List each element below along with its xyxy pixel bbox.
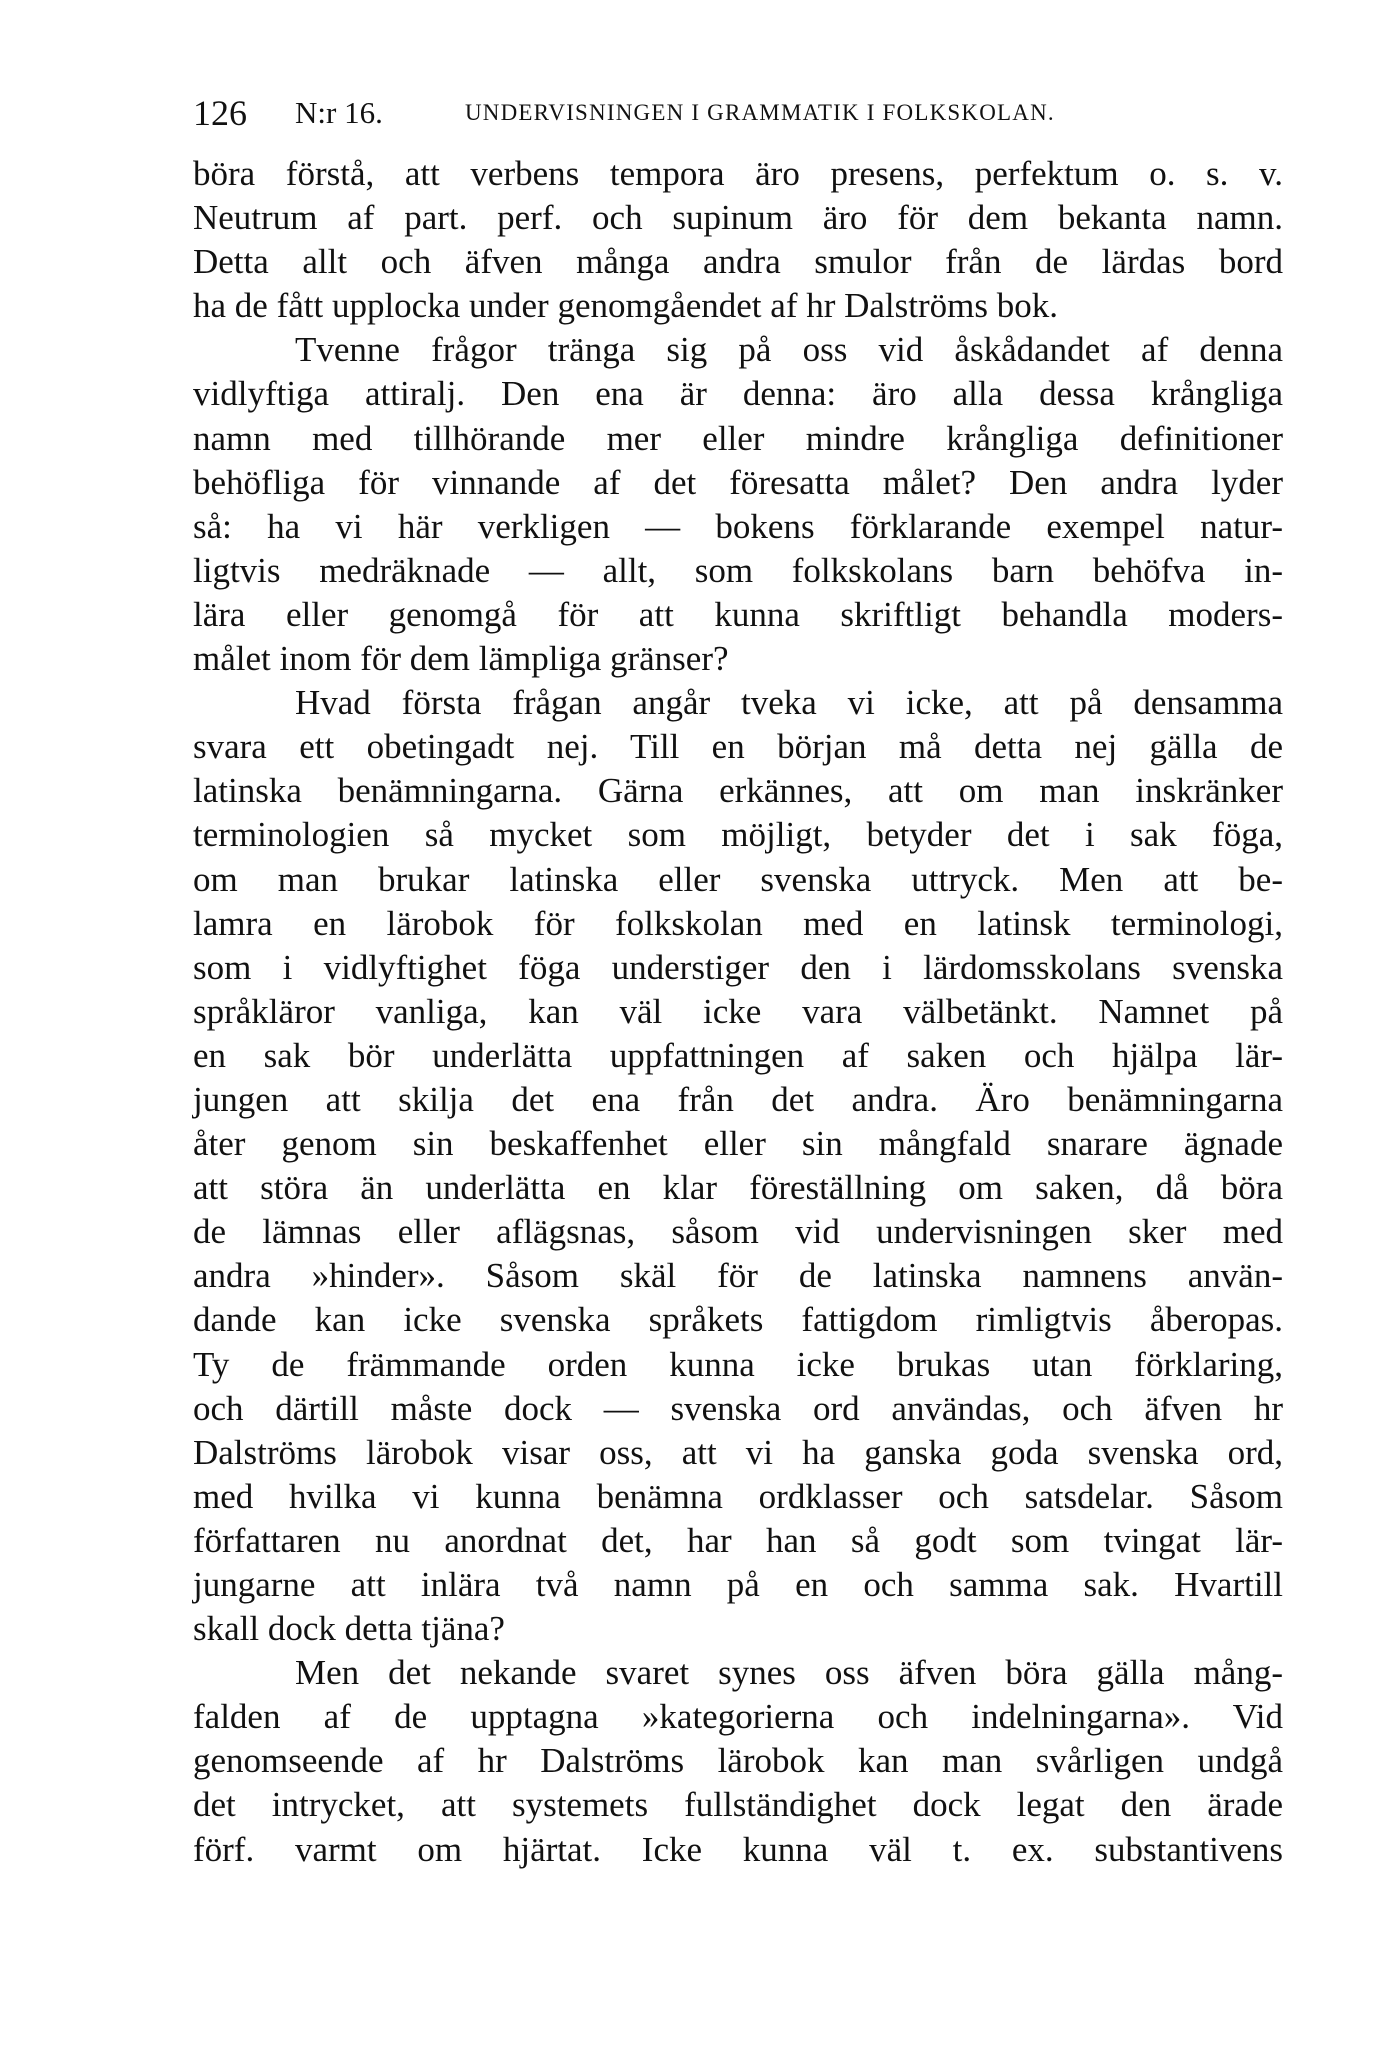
text-line: språkläror vanliga, kan väl icke vara välbetänkt. Namnet på [193, 991, 1283, 1031]
text-line: det intrycket, att systemets fullständighet dock legat den ärade [193, 1785, 1283, 1825]
text-line: genomseende af hr Dalströms lärobok kan man svårligen undgå [193, 1741, 1283, 1781]
text-line: jungen att skilja det ena från det andra. Äro benämningarna [193, 1079, 1283, 1119]
text-line: Neutrum af part. perf. och supinum äro för dem bekanta namn. [193, 198, 1283, 238]
text-line: ligtvis medräknade — allt, som folkskolans barn behöfva in- [193, 550, 1283, 590]
text-line: jungarne att inlära två namn på en och samma sak. Hvartill [193, 1565, 1283, 1604]
text-line: åter genom sin beskaffenhet eller sin mångfald snarare ägnade [193, 1124, 1283, 1164]
text-line: böra förstå, att verbens tempora äro presens, perfektum o. s. v. [193, 154, 1283, 193]
text-line: Detta allt och äfven många andra smulor från de lärdas bord [193, 242, 1283, 282]
text-line: med hvilka vi kunna benämna ordklasser och satsdelar. Såsom [193, 1476, 1283, 1516]
text-line: att störa än underlätta en klar föreställning om saken, då böra [193, 1168, 1283, 1208]
text-line: Hvad första frågan angår tveka vi icke, att på densamma [295, 683, 1283, 723]
body-text [193, 152, 1283, 1872]
text-line: lamra en lärobok för folkskolan med en latinsk terminologi, [193, 903, 1283, 943]
running-header [193, 88, 1198, 138]
text-line: och därtill måste dock — svenska ord användas, och äfven hr [193, 1388, 1283, 1428]
text-line: som i vidlyftighet föga understiger den i lärdomsskolans svenska [193, 947, 1283, 987]
running-title: UNDERVISNINGEN I GRAMMATIK I FOLKSKOLAN. [465, 100, 1055, 125]
text-line: målet inom för dem lämpliga gränser? [193, 639, 729, 679]
text-line: vidlyftiga attiralj. Den ena är denna: äro alla dessa krångliga [193, 374, 1283, 414]
text-line: Tvenne frågor tränga sig på oss vid åskådandet af denna [295, 330, 1283, 370]
text-line: andra »hinder». Såsom skäl för de latinska namnens använ- [193, 1256, 1283, 1296]
text-line: en sak bör underlätta uppfattningen af saken och hjälpa lär- [193, 1035, 1283, 1075]
text-line: namn med tillhörande mer eller mindre krångliga definitioner [193, 418, 1283, 458]
text-line: ha de fått upplocka under genomgåendet af hr Dalströms bok. [193, 286, 1059, 326]
text-line: Dalströms lärobok visar oss, att vi ha ganska goda svenska ord, [193, 1432, 1283, 1472]
text-line: svara ett obetingadt nej. Till en början må detta nej gälla de [193, 727, 1283, 767]
text-line: skall dock detta tjäna? [193, 1609, 505, 1649]
issue-number: N:r 16. [295, 95, 383, 130]
text-line: Ty de främmande orden kunna icke brukas utan förklaring, [193, 1344, 1283, 1384]
text-line: författaren nu anordnat det, har han så godt som tvingat lär- [193, 1520, 1283, 1560]
text-line: falden af de upptagna »kategorierna och indelningarna». Vid [193, 1697, 1283, 1737]
text-line: så: ha vi här verkligen — bokens förklarande exempel natur- [193, 506, 1283, 546]
text-line: latinska benämningarna. Gärna erkännes, att om man inskränker [193, 771, 1283, 811]
text-line: de lämnas eller aflägsnas, såsom vid undervisningen sker med [193, 1212, 1283, 1252]
text-line: om man brukar latinska eller svenska uttryck. Men att be- [193, 859, 1283, 899]
text-line: Men det nekande svaret synes oss äfven böra gälla mång- [295, 1653, 1283, 1693]
text-line: förf. varmt om hjärtat. Icke kunna väl t. ex. substantivens [193, 1829, 1283, 1869]
text-line: dande kan icke svenska språkets fattigdom rimligtvis åberopas. [193, 1300, 1283, 1340]
text-line: terminologien så mycket som möjligt, betyder det i sak föga, [193, 815, 1283, 855]
text-line: lära eller genomgå för att kunna skriftligt behandla moders- [193, 594, 1283, 634]
page-number: 126 [193, 93, 247, 133]
text-line: behöfliga för vinnande af det föresatta målet? Den andra lyder [193, 462, 1283, 502]
